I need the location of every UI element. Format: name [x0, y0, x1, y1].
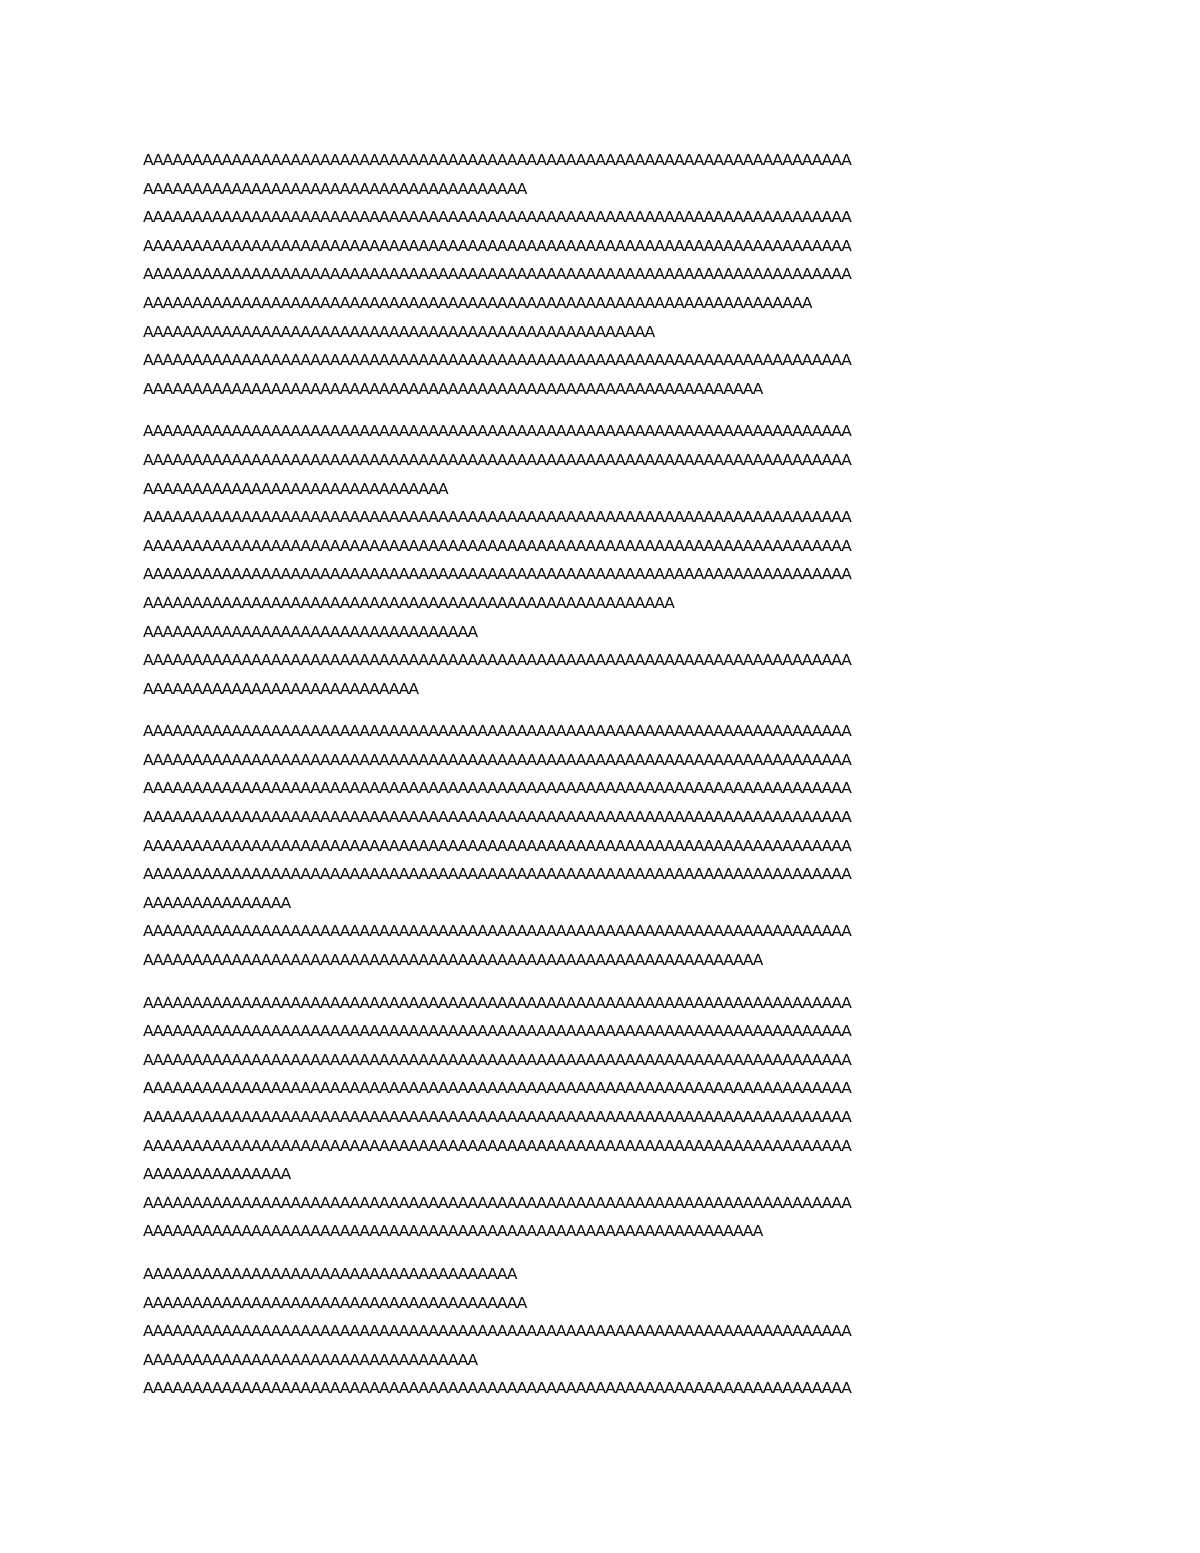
paragraph — [143, 717, 1063, 974]
text-line: AAAAAAAAAAAAAAAAAAAAAAAAAAAAAAAAAAAAAAAAAAAAAAAAAAAAAAAAAAAAAAAAAAAAAAAA — [143, 922, 851, 941]
paragraph — [143, 989, 1063, 1246]
paragraph — [143, 146, 1063, 403]
text-line: AAAAAAAAAAAAAAAAAAAAAAAAAAAAAAAAAAAAAAAAAAAAAAAAAAAAAAAAAAAAAAAAAAAAAAAA — [143, 722, 851, 741]
text-line: AAAAAAAAAAAAAAAAAAAAAAAAAAAAAAAAAAAAAAAAAAAAAAAAAAAAAAAAAAAAAAAAAAAAAAAA — [143, 208, 851, 227]
text-line: AAAAAAAAAAAAAAAAAAAAAAAAAAAAAAAAAAAAAA — [143, 1264, 517, 1283]
paragraph — [143, 417, 1063, 703]
text-line: AAAAAAAAAAAAAAAAAAAAAAAAAAAAAAAAAAAAAAAAAAAAAAAAAAAAAAAAAAAAAAAAAAAAAAAA — [143, 1322, 851, 1341]
text-line: AAAAAAAAAAAAAAAAAAAAAAAAAAAAAAAAAAAAAAAAAAAAAAAAAAAAAAAAAAAAAAAAAAAAAAAA — [143, 1050, 851, 1069]
text-line: AAAAAAAAAAAAAAAAAAAAAAAAAAAAAAAAAAAAAAAAAAAAAAAAAAAAAAAAAAAAAAAAAAAAAAAA — [143, 808, 851, 827]
text-line: AAAAAAAAAAAAAAAAAAAAAAAAAAAAAAAAAAAAAAAAAAAAAAAAAAAAAAAAAAAAAAAAAAAAAAAA — [143, 651, 851, 670]
text-line: AAAAAAAAAAAAAAAAAAAAAAAAAAAAAAAAAAAAAAAAAAAAAAAAAAAAAAAAAAAAAAA — [143, 951, 763, 970]
text-line: AAAAAAAAAAAAAAAAAAAAAAAAAAAA — [143, 679, 418, 698]
text-line: AAAAAAAAAAAAAAAAAAAAAAAAAAAAAAAAAAAAAAAAAAAAAAAAAAAAAAAAAAAAAAAAAAAAAAAA — [143, 1193, 851, 1212]
text-line: AAAAAAAAAAAAAAA — [143, 1165, 291, 1184]
paragraph — [143, 1260, 1063, 1403]
text-line: AAAAAAAAAAAAAAAAAAAAAAAAAAAAAAAAAAAAAAAAAAAAAAAAAAAAAAAAAAAAAAA — [143, 1222, 763, 1241]
text-line: AAAAAAAAAAAAAAAAAAAAAAAAAAAAAAAAAAAAAAAAAAAAAAAAAAAAAAAAAAAAAAAAAAAAAAAA — [143, 508, 851, 527]
text-line: AAAAAAAAAAAAAAAAAAAAAAAAAAAAAAAAAAAAAAAAAAAAAAAAAAAAAAAAAAAAAAAAAAAAAAAA — [143, 422, 851, 441]
text-line: AAAAAAAAAAAAAAAAAAAAAAAAAAAAAAAAAAAAAAAAAAAAAAAAAAAAAAAAAAAAAAAAAAAAAAAA — [143, 351, 851, 370]
text-line: AAAAAAAAAAAAAAAAAAAAAAAAAAAAAAAAAAAAAAAAAAAAAAAAAAAAAA — [143, 593, 674, 612]
document-body — [143, 146, 1063, 1417]
text-line: AAAAAAAAAAAAAAAAAAAAAAAAAAAAAAAAAAAAAAA — [143, 179, 527, 198]
text-line: AAAAAAAAAAAAAAAAAAAAAAAAAAAAAAAAAAAAAAAAAAAAAAAAAAAAAAAAAAAAAAA — [143, 379, 763, 398]
text-line: AAAAAAAAAAAAAAAAAAAAAAAAAAAAAAAAAAAAAAAAAAAAAAAAAAAA — [143, 322, 654, 341]
text-line: AAAAAAAAAAAAAAAAAAAAAAAAAAAAAAAAAA — [143, 622, 477, 641]
text-line: AAAAAAAAAAAAAAAAAAAAAAAAAAAAAAAAAAAAAAAAAAAAAAAAAAAAAAAAAAAAAAAAAAAAAAAA — [143, 450, 851, 469]
text-line: AAAAAAAAAAAAAAAAAAAAAAAAAAAAAAAAAA — [143, 1350, 477, 1369]
text-line: AAAAAAAAAAAAAAAAAAAAAAAAAAAAAAAAAAAAAAAAAAAAAAAAAAAAAAAAAAAAAAAAAAAAAAAA — [143, 265, 851, 284]
text-line: AAAAAAAAAAAAAAAAAAAAAAAAAAAAAAAAAAAAAAAAAAAAAAAAAAAAAAAAAAAAAAAAAAAAAAAA — [143, 536, 851, 555]
text-line: AAAAAAAAAAAAAAAAAAAAAAAAAAAAAAAAAAAAAAAAAAAAAAAAAAAAAAAAAAAAAAAAAAAAAAAA — [143, 1379, 851, 1398]
text-line: AAAAAAAAAAAAAAAAAAAAAAAAAAAAAAAAAAAAAAA — [143, 1293, 527, 1312]
text-line: AAAAAAAAAAAAAAAAAAAAAAAAAAAAAAAAAAAAAAAAAAAAAAAAAAAAAAAAAAAAAAAAAAAAAAAA — [143, 151, 851, 169]
text-line: AAAAAAAAAAAAAAAAAAAAAAAAAAAAAAAAAAAAAAAAAAAAAAAAAAAAAAAAAAAAAAAAAAAAAAAA — [143, 1079, 851, 1098]
text-line: AAAAAAAAAAAAAAAAAAAAAAAAAAAAAAA — [143, 479, 448, 498]
text-line: AAAAAAAAAAAAAAAAAAAAAAAAAAAAAAAAAAAAAAAAAAAAAAAAAAAAAAAAAAAAAAAAAAAAAAAA — [143, 779, 851, 798]
text-line: AAAAAAAAAAAAAAAAAAAAAAAAAAAAAAAAAAAAAAAAAAAAAAAAAAAAAAAAAAAAAAAAAAAAAAAA — [143, 836, 851, 855]
text-line: AAAAAAAAAAAAAAAAAAAAAAAAAAAAAAAAAAAAAAAAAAAAAAAAAAAAAAAAAAAAAAAAAAAAAAAA — [143, 236, 851, 255]
text-line: AAAAAAAAAAAAAAAAAAAAAAAAAAAAAAAAAAAAAAAAAAAAAAAAAAAAAAAAAAAAAAAAAAAAAAAA — [143, 565, 851, 584]
text-line: AAAAAAAAAAAAAAAAAAAAAAAAAAAAAAAAAAAAAAAAAAAAAAAAAAAAAAAAAAAAAAAAAAAAAAAA — [143, 865, 851, 884]
text-line: AAAAAAAAAAAAAAAAAAAAAAAAAAAAAAAAAAAAAAAAAAAAAAAAAAAAAAAAAAAAAAAAAAAA — [143, 293, 812, 312]
text-line: AAAAAAAAAAAAAAAAAAAAAAAAAAAAAAAAAAAAAAAAAAAAAAAAAAAAAAAAAAAAAAAAAAAAAAAA — [143, 750, 851, 769]
text-line: AAAAAAAAAAAAAAAAAAAAAAAAAAAAAAAAAAAAAAAAAAAAAAAAAAAAAAAAAAAAAAAAAAAAAAAA — [143, 1022, 851, 1041]
text-line: AAAAAAAAAAAAAAAAAAAAAAAAAAAAAAAAAAAAAAAAAAAAAAAAAAAAAAAAAAAAAAAAAAAAAAAA — [143, 993, 851, 1012]
text-line: AAAAAAAAAAAAAAAAAAAAAAAAAAAAAAAAAAAAAAAAAAAAAAAAAAAAAAAAAAAAAAAAAAAAAAAA — [143, 1108, 851, 1126]
text-line: AAAAAAAAAAAAAAAAAAAAAAAAAAAAAAAAAAAAAAAAAAAAAAAAAAAAAAAAAAAAAAAAAAAAAAAA — [143, 1136, 851, 1155]
text-line: AAAAAAAAAAAAAAA — [143, 893, 291, 912]
